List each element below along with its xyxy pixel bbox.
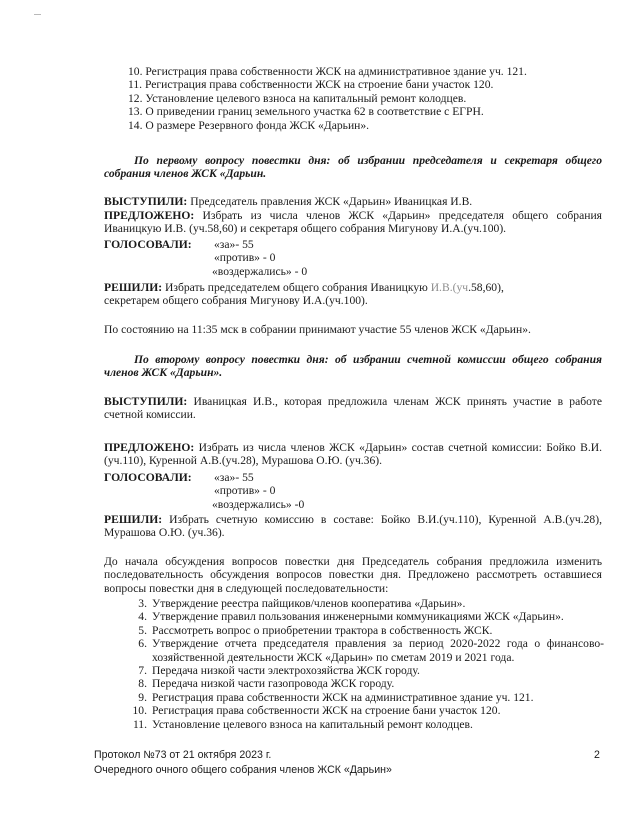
proposed-line-2: Иваницкую И.В. (уч.58,60) и секретаря общего собрания Мигунову И.А.(уч.100). xyxy=(104,222,507,236)
vote-against: «против» - 0 xyxy=(214,251,276,265)
list-item-text: Утверждение отчета председателя правления за период 2020-2022 года о финансово-хозяйственной деятельности ЖСК «Дарьин» по сметам 2019 и 2021 года. xyxy=(152,637,604,664)
vote-abstain: «воздержались» -0 xyxy=(212,497,305,511)
question-1-heading: По первому вопросу повестки дня: об избрании председателя и секретаря общего собрания членов ЖСК «Дарьин. xyxy=(104,154,602,181)
question-1-decided xyxy=(104,281,602,308)
vote-row-abstain xyxy=(104,498,404,511)
list-item-text: Утверждение правил пользования инженерными коммуникациями ЖСК «Дарьин». xyxy=(152,610,564,624)
list-item-text: Рассмотреть вопрос о приобретении трактора в собственность ЖСК. xyxy=(152,623,493,637)
list-item-text: Утверждение реестра пайщиков/членов кооператива «Дарьин». xyxy=(152,597,466,610)
list-item-number: 9. xyxy=(138,690,147,704)
list-item xyxy=(128,691,604,704)
vote-row-against xyxy=(104,251,404,264)
decided-text: Избрать счетную комиссию в составе: Бойко В.И.(уч.110), Куренной А.В.(уч.28), Мурашова О.Ю. (уч.36). xyxy=(104,513,602,540)
agenda-continued-list xyxy=(128,65,527,132)
list-item-number: 11. xyxy=(132,717,147,731)
vote-row-against xyxy=(104,484,404,497)
spoke-text: Иваницкая И.В., которая предложила членам ЖСК принять участие в работе счетной комиссии. xyxy=(104,395,602,422)
decided-faint-text: И.В.(уч xyxy=(430,281,469,294)
decided-line-2: секретарем общего собрания Мигунову И.А.(уч.100). xyxy=(104,294,368,308)
list-item xyxy=(128,597,604,610)
attendance-status: По состоянию на 11:35 мск в собрании принимают участие 55 членов ЖСК «Дарьин». xyxy=(104,323,531,336)
decided-text: Избрать председателем общего собрания Иваницкую xyxy=(165,281,428,294)
list-item-number: 4. xyxy=(138,610,147,624)
vote-against: «против» - 0 xyxy=(214,484,276,498)
scan-mark xyxy=(34,14,41,15)
spoke-label: ВЫСТУПИЛИ: xyxy=(104,395,188,408)
list-item-number: 3. xyxy=(138,597,147,610)
reorder-paragraph: До начала обсуждения вопросов повестки дня Председатель собрания предложила изменить последовательность обсуждения вопросов повестки дня. Предложено рассмотреть оставшиеся вопросы повестки дня в следующей последовательности: xyxy=(104,555,602,595)
vote-for: «за»- 55 xyxy=(214,238,254,251)
page-footer xyxy=(94,748,392,778)
list-item-text: Регистрация права собственности ЖСК на строение бани участок 120. xyxy=(152,704,501,718)
decided-label: РЕШИЛИ: xyxy=(104,281,163,294)
proposed-line-1 xyxy=(104,209,602,222)
list-item-number: 7. xyxy=(138,664,147,678)
list-item-number: 8. xyxy=(138,677,147,691)
vote-for: «за»- 55 xyxy=(214,471,254,484)
list-item-text: Передача низкой части газопровода ЖСК городу. xyxy=(152,677,395,691)
list-item: 14. О размере Резервного фонда ЖСК «Дарьин». xyxy=(128,118,370,132)
proposed-label: ПРЕДЛОЖЕНО: xyxy=(104,441,195,454)
decided-label: РЕШИЛИ: xyxy=(104,513,163,526)
vote-abstain: «воздержались» - 0 xyxy=(212,264,308,278)
list-item xyxy=(128,664,604,677)
footer-meeting-line: Очередного очного общего собрания членов ЖСК «Дарьин» xyxy=(94,764,392,776)
vote-row-for xyxy=(104,471,404,484)
decided-text-end: .58,60), xyxy=(468,281,504,294)
proposed-label: ПРЕДЛОЖЕНО: xyxy=(104,209,195,222)
vote-row-abstain xyxy=(104,265,404,278)
list-item xyxy=(128,677,604,690)
question-1-proposed xyxy=(104,209,602,236)
question-2-decided xyxy=(104,513,602,540)
proposed-text: Избрать из числа членов ЖСК «Дарьин» председателя общего собрания xyxy=(202,209,602,222)
list-item xyxy=(128,637,604,664)
question-1-spoke xyxy=(104,195,602,208)
list-item xyxy=(128,704,604,717)
footer-protocol-line: Протокол №73 от 21 октября 2023 г. xyxy=(94,749,272,761)
list-item xyxy=(128,624,604,637)
list-item: 13. О приведении границ земельного участка 62 в соответствие с ЕГРН. xyxy=(128,105,484,119)
question-1-votes xyxy=(104,238,404,278)
list-item xyxy=(128,610,604,623)
list-item-text: Передача низкой части электрохозяйства ЖСК городу. xyxy=(152,664,420,678)
list-item-number: 5. xyxy=(138,623,147,637)
question-2-spoke xyxy=(104,395,602,422)
voted-label: ГОЛОСОВАЛИ: xyxy=(104,471,192,484)
list-item: 11. Регистрация права собственности ЖСК на строение бани участок 120. xyxy=(128,78,494,92)
list-item: 12. Установление целевого взноса на капитальный ремонт колодцев. xyxy=(128,91,467,105)
question-2-proposed xyxy=(104,441,602,468)
list-item-number: 10. xyxy=(132,704,147,718)
question-2-heading: По второму вопросу повестки дня: об избрании счетной комиссии общего собрания членов ЖСК «Дарьин». xyxy=(104,353,602,380)
question-2-votes xyxy=(104,471,404,511)
vote-row-for xyxy=(104,238,404,251)
list-item-text: Регистрация права собственности ЖСК на административное здание уч. 121. xyxy=(152,690,534,704)
list-item-text: Установление целевого взноса на капитальный ремонт колодцев. xyxy=(152,717,473,731)
voted-label: ГОЛОСОВАЛИ: xyxy=(104,238,192,251)
spoke-label: ВЫСТУПИЛИ: xyxy=(104,195,188,208)
agenda-reordered-list xyxy=(128,597,604,731)
list-item xyxy=(128,718,604,731)
proposed-text: Избрать из числа членов ЖСК «Дарьин» состав счетной комиссии: Бойко В.И.(уч.110), Куренной А.В.(уч.28), Мурашова О.Ю. (уч.36). xyxy=(104,441,602,468)
page-number: 2 xyxy=(594,749,600,761)
list-item-number: 6. xyxy=(138,637,147,651)
decided-line-1 xyxy=(104,281,602,294)
list-item: 10. Регистрация права собственности ЖСК на административное здание уч. 121. xyxy=(128,65,527,78)
spoke-text: Председатель правления ЖСК «Дарьин» Иваницкая И.В. xyxy=(190,195,473,208)
